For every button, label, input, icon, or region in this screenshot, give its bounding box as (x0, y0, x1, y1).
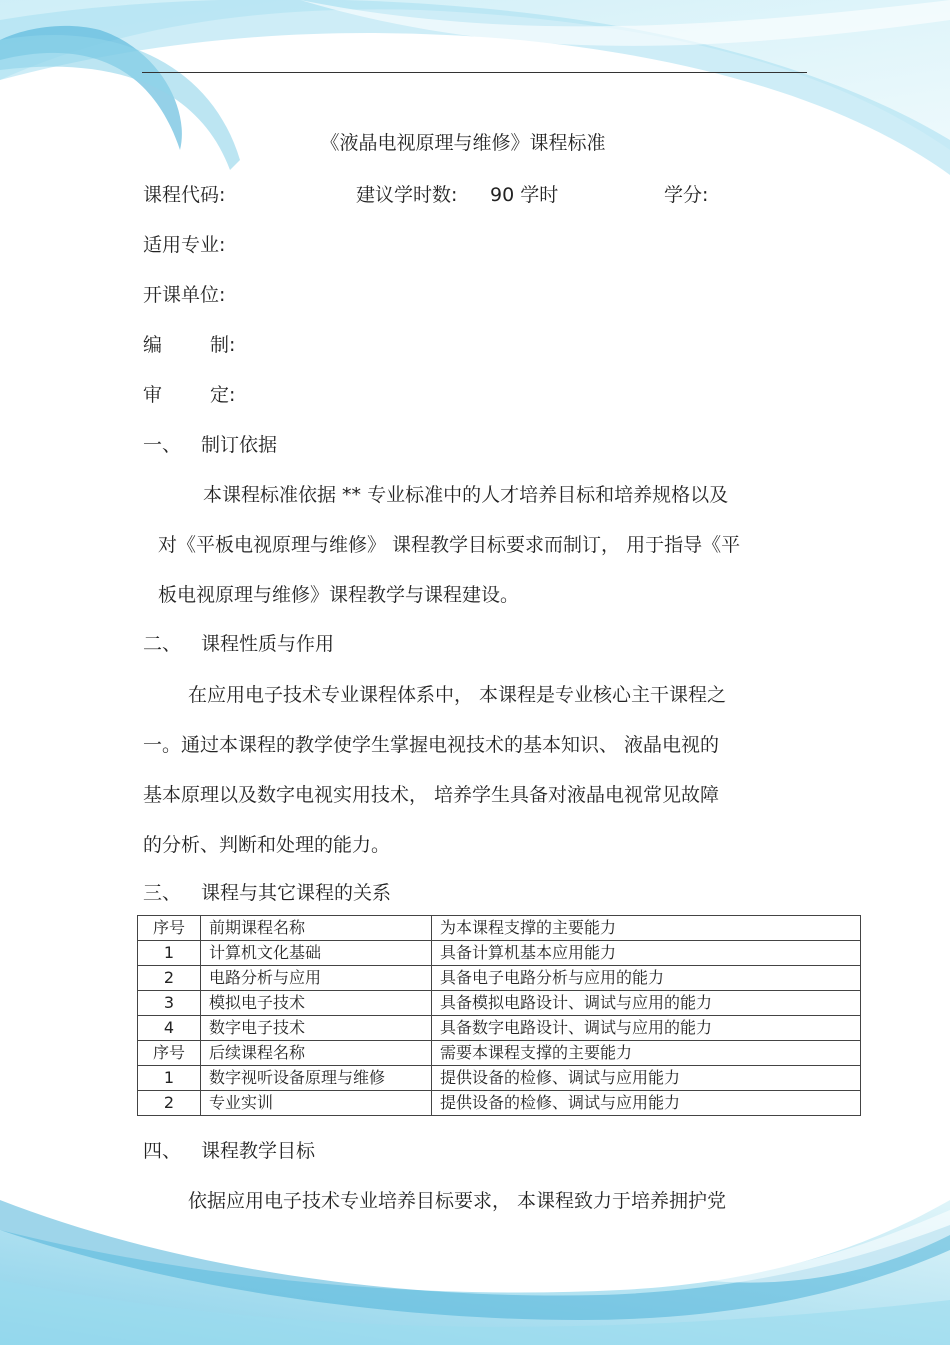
credit-label: 学分: (664, 184, 709, 206)
paragraph-line: 在应用电子技术专业课程体系中， 本课程是专业核心主干课程之 (188, 684, 727, 706)
table-cell: 需要本课程支撑的主要能力 (432, 1041, 861, 1066)
section-number: 四、 (143, 1140, 182, 1162)
table-cell: 1 (138, 1066, 201, 1091)
header-rule (142, 72, 807, 73)
course-relation-table (137, 915, 861, 1116)
paragraph-line: 对《平板电视原理与维修》 课程教学目标要求而制订， 用于指导《平 (158, 534, 741, 556)
section-title: 课程性质与作用 (201, 633, 335, 655)
table-row (138, 1091, 861, 1116)
table-cell: 序号 (138, 1041, 201, 1066)
table-cell: 序号 (138, 916, 201, 941)
section-number: 二、 (143, 633, 182, 655)
table-row (138, 1041, 861, 1066)
document-title: 《液晶电视原理与维修》课程标准 (320, 132, 606, 154)
table-cell: 数字视听设备原理与维修 (201, 1066, 432, 1091)
review-label-a: 审 (143, 384, 163, 406)
paragraph-line: 板电视原理与维修》课程教学与课程建设。 (158, 584, 520, 606)
table-cell: 3 (138, 991, 201, 1016)
table-cell: 前期课程名称 (201, 916, 432, 941)
table-row (138, 1066, 861, 1091)
section-heading (143, 629, 334, 656)
hours-value: 90 学时 (490, 184, 559, 206)
section-heading (143, 878, 391, 905)
table-cell: 电路分析与应用 (201, 966, 432, 991)
section-title: 课程教学目标 (201, 1140, 316, 1162)
table-cell: 具备模拟电路设计、调试与应用的能力 (432, 991, 861, 1016)
table-cell: 4 (138, 1016, 201, 1041)
author-label-a: 编 (143, 334, 163, 356)
section-title: 制订依据 (201, 434, 278, 456)
section-heading (143, 430, 277, 457)
table-row (138, 916, 861, 941)
table-cell: 后续课程名称 (201, 1041, 432, 1066)
course-code-label: 课程代码: (143, 184, 226, 206)
table-cell: 提供设备的检修、调试与应用能力 (432, 1091, 861, 1116)
paragraph-line: 本课程标准依据 ** 专业标准中的人才培养目标和培养规格以及 (203, 484, 729, 506)
unit-label: 开课单位: (143, 284, 226, 306)
table-cell: 模拟电子技术 (201, 991, 432, 1016)
paragraph-line: 的分析、判断和处理的能力。 (143, 834, 391, 856)
table-cell: 专业实训 (201, 1091, 432, 1116)
table-cell: 提供设备的检修、调试与应用能力 (432, 1066, 861, 1091)
table-cell: 具备电子电路分析与应用的能力 (432, 966, 861, 991)
table-cell: 计算机文化基础 (201, 941, 432, 966)
paragraph-line: 依据应用电子技术专业培养目标要求， 本课程致力于培养拥护党 (188, 1190, 727, 1212)
table-row (138, 1016, 861, 1041)
major-label: 适用专业: (143, 234, 226, 256)
paragraph-line: 基本原理以及数字电视实用技术， 培养学生具备对液晶电视常见故障 (143, 784, 720, 806)
hours-label: 建议学时数: (356, 184, 458, 206)
table-cell: 为本课程支撑的主要能力 (432, 916, 861, 941)
section-number: 三、 (143, 882, 182, 904)
section-title: 课程与其它课程的关系 (201, 882, 392, 904)
table-row (138, 991, 861, 1016)
table-cell: 具备计算机基本应用能力 (432, 941, 861, 966)
section-number: 一、 (143, 434, 182, 456)
author-label-b: 制: (210, 334, 236, 356)
table-cell: 2 (138, 1091, 201, 1116)
section-heading (143, 1136, 315, 1163)
table-row (138, 941, 861, 966)
table-cell: 数字电子技术 (201, 1016, 432, 1041)
table-cell: 2 (138, 966, 201, 991)
table-row (138, 966, 861, 991)
review-label-b: 定: (210, 384, 236, 406)
paragraph-line: 一。通过本课程的教学使学生掌握电视技术的基本知识、 液晶电视的 (143, 734, 720, 756)
table-cell: 1 (138, 941, 201, 966)
table-cell: 具备数字电路设计、调试与应用的能力 (432, 1016, 861, 1041)
